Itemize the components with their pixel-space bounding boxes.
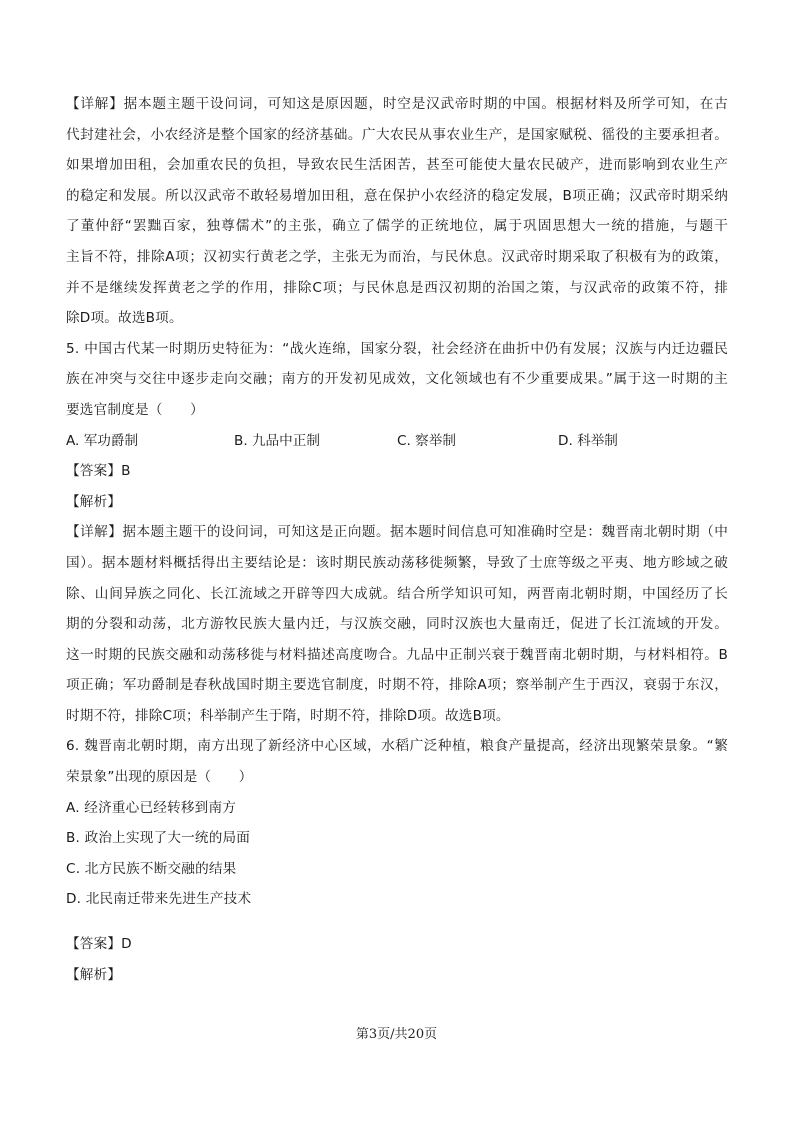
text-line: 期的分裂和动荡，北方游牧民族大量内迁，与汉族交融，同时汉族也大量南迁，促进了长江流域的开发。 bbox=[66, 616, 728, 633]
option-d: D. 科举制 bbox=[558, 432, 618, 449]
question-stem-line: 荣景象”出现的原因是（ ） bbox=[66, 769, 253, 786]
text-line: 国）。据本题材料概括得出主要结论是：该时期民族动荡移徙频繁，导致了士庶等级之平夷、地方畛域之破 bbox=[66, 554, 728, 571]
text-line: 了董仲舒“罢黜百家，独尊儒术”的主张，确立了儒学的正统地位，属于巩固思想大一统的措施，与题干 bbox=[66, 218, 728, 235]
question-5-options bbox=[66, 426, 728, 457]
option-c: C. 察举制 bbox=[397, 432, 456, 449]
text-line: 这一时期的民族交融和动荡移徙与材料描述高度吻合。九品中正制兴衰于魏晋南北朝时期，与材料相符。B bbox=[66, 646, 728, 663]
option-a: A. 军功爵制 bbox=[66, 432, 139, 449]
answer-label: 【答案】D bbox=[66, 936, 132, 953]
option-b: B. 政治上实现了大一统的局面 bbox=[66, 830, 251, 847]
text-line: 如果增加田租，会加重农民的负担，导致农民生活困苦，甚至可能使大量农民破产，进而影响到农业生产 bbox=[66, 157, 728, 174]
question-stem-line: 族在冲突与交往中逐步走向交融；南方的开发初见成效，文化领域也有不少重要成果。”属于这一时期的主 bbox=[66, 371, 728, 388]
analysis-heading: 【解析】 bbox=[66, 493, 122, 510]
text-line: 除D项。故选B项。 bbox=[66, 310, 183, 327]
option-b: B. 九品中正制 bbox=[234, 432, 320, 449]
question-stem-line: 5. 中国古代某一时期历史特征为：“战火连绵，国家分裂，社会经济在曲折中仍有发展；汉族与内迁边疆民 bbox=[66, 340, 728, 357]
text-line: 【详解】据本题主题干设问词，可知这是原因题，时空是汉武帝时期的中国。根据材料及所学可知，在古 bbox=[66, 96, 728, 112]
text-line: 代封建社会，小农经济是整个国家的经济基础。广大农民从事农业生产，是国家赋税、徭役的主要承担者。 bbox=[66, 126, 728, 143]
detail-paragraph-q4 bbox=[66, 89, 728, 334]
text-line: 除、山间异族之同化、长江流域之开辟等四大成就。结合所学知识可知，两晋南北朝时期，中国经历了长 bbox=[66, 585, 728, 602]
page-number: 第3页/共20页 bbox=[355, 1027, 438, 1042]
text-line: 【详解】据本题主题干的设问词，可知这是正向题。据本题时间信息可知准确时空是：魏晋南北朝时期（中 bbox=[66, 524, 728, 541]
question-stem-line: 6. 魏晋南北朝时期，南方出现了新经济中心区域，水稻广泛种植，粮食产量提高，经济出现繁荣景象。“繁 bbox=[66, 738, 728, 755]
option-a: A. 经济重心已经转移到南方 bbox=[66, 799, 237, 816]
text-line: 并不是继续发挥黄老之学的作用，排除C项；与民休息是西汉初期的治国之策，与汉武帝的政策不符，排 bbox=[66, 279, 728, 296]
spacer bbox=[66, 915, 728, 929]
text-line: 项正确；军功爵制是春秋战国时期主要选官制度，时期不符，排除A项；察举制产生于西汉，衰弱于东汉， bbox=[66, 677, 728, 694]
analysis-heading: 【解析】 bbox=[66, 966, 122, 983]
answer-label: 【答案】B bbox=[66, 463, 131, 480]
question-6 bbox=[66, 731, 728, 990]
text-line: 的稳定和发展。所以汉武帝不敢轻易增加田租，意在保护小农经济的稳定发展，B项正确；汉武帝时期采纳 bbox=[66, 187, 728, 204]
question-stem-line: 要选官制度是（ ） bbox=[66, 401, 204, 418]
text-line: 主旨不符，排除A项；汉初实行黄老之学，主张无为而治，与民休息。汉武帝时期采取了积极有为的政策， bbox=[66, 248, 728, 265]
question-5 bbox=[66, 334, 728, 732]
option-d: D. 北民南迁带来先进生产技术 bbox=[66, 891, 252, 908]
option-c: C. 北方民族不断交融的结果 bbox=[66, 860, 237, 877]
page-content bbox=[66, 89, 728, 990]
text-line: 时期不符，排除C项；科举制产生于隋，时期不符，排除D项。故选B项。 bbox=[66, 707, 510, 724]
